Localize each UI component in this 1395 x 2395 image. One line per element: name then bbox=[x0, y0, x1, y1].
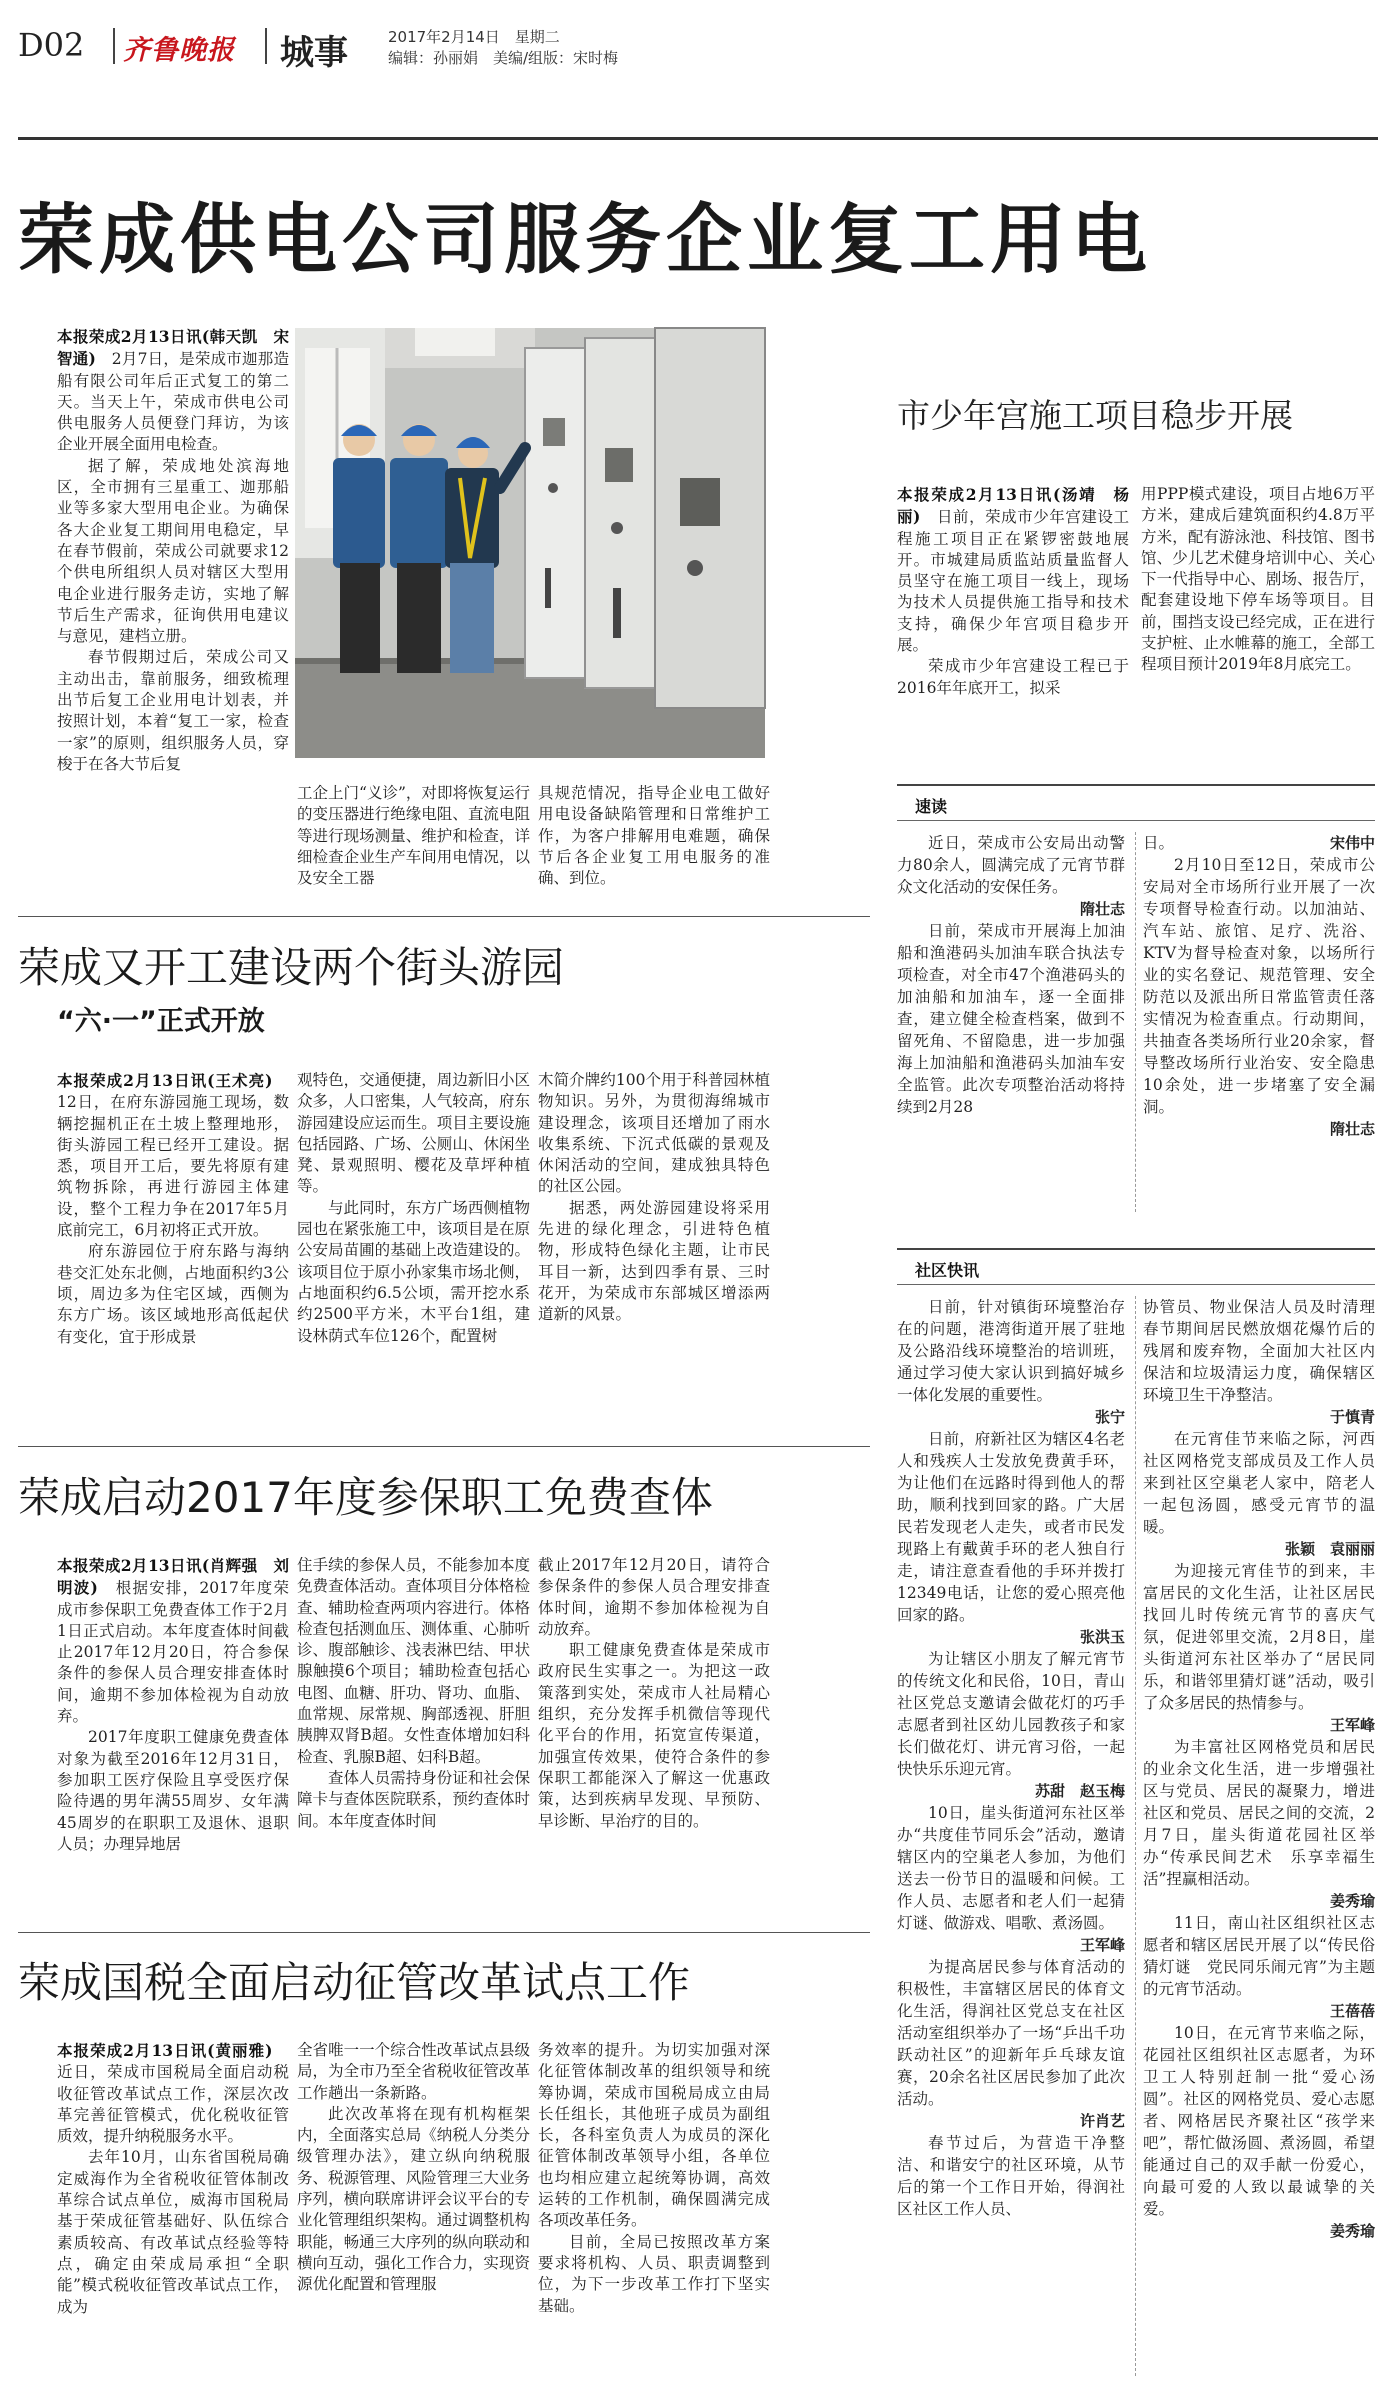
community-author: 于慎青 bbox=[1329, 1408, 1375, 1426]
community-author: 王蓓蓓 bbox=[1329, 2002, 1375, 2020]
parks-headline: 荣成又开工建设两个街头游园 bbox=[18, 943, 565, 992]
section-name: 城事 bbox=[280, 33, 348, 73]
lead-photo bbox=[295, 328, 765, 758]
brief-item: 2月10日至12日，荣成市公安局对全市场所行业开展了一次专项督导检查行动。以加油站、汽车站、旅馆、足疗、洗浴、KTV为督导检查对象，以场所行业的实名登记、规范管理、安全防范以及派出所日常监管责任落实情况为检查重点。行动期间，共抽查各类场所行业20余家，督导整改场所行业治安、安全隐患10余处，进一步堵塞了安全漏洞。 bbox=[1143, 856, 1375, 1116]
community-item: 协管员、物业保洁人员及时清理春节期间居民燃放烟花爆竹后的残屑和废弃物，全面加大社区内保洁和垃圾清运力度，确保辖区环境卫生干净整洁。 bbox=[1143, 1298, 1375, 1404]
community-item: 10日，在元宵节来临之际，花园社区组织社区志愿者，为环卫工人特别赶制一批“爱心汤圆”。社区的网格党员、爱心志愿者、网格居民齐聚社区“孩学来吧”，帮忙做汤圆、煮汤圆，希望能通过自己的双手献一份爱心，向最可爱的人致以最诚挚的关爱。 bbox=[1143, 2024, 1375, 2218]
brief-col2 bbox=[1143, 832, 1375, 1232]
community-author: 姜秀瑜 bbox=[1329, 2222, 1375, 2240]
community-item: 为丰富社区网格党员和居民的业余文化生活，进一步增强社区与党员、居民的凝聚力，增进社区和党员、居民之间的交流，2月7日，崖头街道花园社区举办“传承民间艺术 乐享幸福生活”捏赢相活动。 bbox=[1143, 1738, 1375, 1888]
community-author: 张洪玉 bbox=[1079, 1628, 1125, 1646]
parks-subheadline: “六·一”正式开放 bbox=[57, 1006, 265, 1037]
insurance-col2: 住手续的参保人员，不能参加本度免费查体活动。查体项目分体格检查、辅助检查两项内容进行。体格检查包括测血压、测体重、心肺听诊、腹部触诊、浅表淋巴结、甲状腺触摸6个项目；辅助检查包括心电图、血糖、肝功、肾功、血脂、血常规、尿常规、胸部透视、肝胆胰脾双肾B超。女性查体增加妇科检查、乳腺B超、妇科B超。 查体人员需持身份证和社会保障卡与查体医院联系，预约查体时间。本年度查体时间 bbox=[297, 1556, 530, 1830]
tax-col1: 本报荣成2月13日讯(黄丽雅) 近日，荣成市国税局全面启动税收征管改革试点工作，深层次改革完善征管模式，优化税收征管质效，提升纳税服务水平。 去年10月，山东省国税局确定威海作为全省税收征管体制改革综合试点单位，威海市国税局基于荣成征管基础好、队伍综合素质较高、有改革试点经验等特点，确定由荣成局承担“全职能”模式税收征管改革试点工作，成为 bbox=[57, 2041, 289, 2316]
community-item: 为迎接元宵佳节的到来，丰富居民的文化生活，让社区居民找回儿时传统元宵节的喜庆气氛，促进邻里交流，2月8日，崖头街道河东社区举办了“居民同乐，和谐邻里猜灯谜”活动，吸引了众多居民的热情参与。 bbox=[1143, 1562, 1375, 1712]
tax-headline: 荣成国税全面启动征管改革试点工作 bbox=[18, 1958, 691, 2007]
brief-box bbox=[897, 784, 1375, 1234]
tax-col3: 务效率的提升。为切实加强对深化征管体制改革的组织领导和统筹协调，荣成市国税局成立由局长任组长，其他班子成员为副组长，各科室负责人为成员的深化征管体制改革领导小组，各单位也均相应建立起统筹协调，高效运转的工作机制，确保圆满完成各项改革任务。 目前，全局已按照改革方案要求将机构、人员、职责调整到位，为下一步改革工作打下坚实基础。 bbox=[538, 2041, 770, 2315]
youth-palace-col1: 本报荣成2月13日讯(汤靖 杨丽) 日前，荣成市少年宫建设工程施工项目正在紧锣密鼓地展开。市城建局质监站质量监督人员坚守在施工项目一线上，现场为技术人员提供施工指导和技术支持，确保少年宫项目稳步开展。 荣成市少年宫建设工程已于2016年年底开工，拟采 bbox=[897, 485, 1129, 697]
youth-palace-headline: 市少年宫施工项目稳步开展 bbox=[897, 396, 1293, 435]
lead-col2: 工企上门“义诊”，对即将恢复运行的变压器进行绝缘电阻、直流电阻等进行现场测量、维护和检查，详细检查企业生产车间用电情况，以及安全工器 bbox=[297, 784, 530, 888]
insurance-col1: 本报荣成2月13日讯(肖辉强 刘明波) 根据安排，2017年度荣成市参保职工免费查体工作于2月1日正式启动。本年度查体时间截止2017年12月20日，符合参保条件的参保人员合理安排查体时间，逾期不参加体检视为自动放弃。 2017年度职工健康免费查体对象为截至2016年12月31日，参加职工医疗保险且享受医疗保险待遇的男年满55周岁、女年满45周岁的在职职工及退休、退职人员；办理异地居 bbox=[57, 1556, 289, 1853]
parks-col2: 观特色，交通便捷，周边新旧小区众多，人口密集，人气较高，府东游园建设应运而生。项目主要设施包括园路、广场、公厕山、休闲坐凳、景观照明、樱花及草坪种植等。 与此同时，东方广场西侧植物园也在紧张施工中，该项目是在原公安局苗圃的基础上改造建设的。该项目位于原小孙家集市场北侧，占地面积约6.5公顷，需开挖水系约2500平方米，木平台1组，建设林荫式车位126个，配置树 bbox=[297, 1071, 530, 1345]
brief-author: 隋壮志 bbox=[1079, 900, 1125, 918]
section-rule-parks bbox=[18, 916, 870, 917]
insurance-headline: 荣成启动2017年度参保职工免费查体 bbox=[18, 1473, 713, 1522]
brief-item: 近日，荣成市公安局出动警力80余人，圆满完成了元宵节群众文化活动的安保任务。 bbox=[897, 834, 1125, 896]
brief-author: 隋壮志 bbox=[1329, 1120, 1375, 1138]
brief-heading: 速读 bbox=[915, 797, 948, 816]
community-item: 日前，针对镇街环境整治存在的问题，港湾街道开展了驻地及公路沿线环境整治的培训班，通过学习使大家认识到搞好城乡一体化发展的重要性。 bbox=[897, 1298, 1125, 1404]
section-rule-tax bbox=[18, 1932, 870, 1933]
brief-continued-text: 日。 bbox=[1143, 834, 1175, 852]
lead-col1: 本报荣成2月13日讯(韩天凯 宋智通) 2月7日，是荣成市迦那造船有限公司年后正式复工的第二天。当天上午，荣成市供电公司供电服务人员便登门拜访，为该企业开展全面用电检查。 据了解，荣成地处滨海地区，全市拥有三星重工、迦那船业等多家大型用电企业。为确保各大企业复工期间用电稳定，早在春节假前，荣成公司就要求12个供电所组织人员对辖区大型用电企业进行服务走访，实地了解节后生产需求，征询供用电建议与意见，建档立册。 春节假期过后，荣成公司又主动出击，靠前服务，细致梳理出节后复工企业用电计划表，并按照计划，本着“复工一家，检查一家”的原则，组织服务人员，穿梭于在各大节后复 bbox=[57, 327, 289, 773]
community-col1 bbox=[897, 1296, 1141, 2390]
parks-col1: 本报荣成2月13日讯(王术亮) 12日，在府东游园施工现场，数辆挖掘机正在土坡上整理地形，街头游园工程已经开工建设。据悉，项目开工后，要先将原有建筑物拆除，再进行游园主体建设，整个工程力争在2017年5月底前完工，6月初将正式开放。 府东游园位于府东路与海纳巷交汇处东北侧，占地面积约3公顷，周边多为住宅区域，西侧为东方广场。该区域地形高低起伏有变化，宜于形成景 bbox=[57, 1071, 289, 1346]
page-header bbox=[18, 22, 1378, 72]
community-author: 苏甜 赵玉梅 bbox=[1034, 1782, 1125, 1800]
parks-col3: 木简介牌约100个用于科普园林植物知识。另外，为贯彻海绵城市建设理念，该项目还增加了雨水收集系统、下沉式低碳的景观及休闲活动的空间，建成独具特色的社区公园。 据悉，两处游园建设将采用先进的绿化理念，引进特色植物，形成特色绿化主题，让市民耳目一新，达到四季有景、三时花开，为荣成市东部城区增添两道新的风景。 bbox=[538, 1071, 770, 1324]
brief-author: 宋伟中 bbox=[1329, 834, 1375, 852]
youth-palace-col2: 用PPP模式建设，项目占地6万平方米，建成后建筑面积约4.8万平方米，配有游泳池、科技馆、图书馆、少儿艺术健身培训中心、关心下一代指导中心、剧场、报告厅，配套建设地下停车场等项目。目前，围挡支设已经完成，正在进行支护桩、止水帷幕的施工，全部工程项目预计2019年8月底完工。 bbox=[1141, 485, 1375, 674]
paper-logo: 齐鲁晚报 bbox=[123, 35, 235, 66]
brief-col1 bbox=[897, 832, 1125, 1232]
community-item: 春节过后，为营造干净整洁、和谐安宁的社区环境，从节后的第一个工作日开始，得润社区社区工作人员、 bbox=[897, 2134, 1125, 2218]
community-author: 王军峰 bbox=[1329, 1716, 1375, 1734]
issue-date: 2017年2月14日 星期二 bbox=[388, 28, 560, 46]
community-author: 张颖 袁丽丽 bbox=[1284, 1540, 1375, 1558]
section-rule-insurance bbox=[18, 1446, 870, 1447]
community-author: 张宁 bbox=[1094, 1408, 1125, 1426]
community-item: 在元宵佳节来临之际，河西社区网格党支部成员及工作人员来到社区空巢老人家中，陪老人一起包汤圆，感受元宵节的温暖。 bbox=[1143, 1430, 1375, 1536]
community-item: 10日，崖头街道河东社区举办“共度佳节同乐会”活动，邀请辖区内的空巢老人参加，为他们送去一份节日的温暖和问候。工作人员、志愿者和老人们一起猜灯谜、做游戏、唱歌、煮汤圆。 bbox=[897, 1804, 1125, 1932]
community-author: 姜秀瑜 bbox=[1329, 1892, 1375, 1910]
community-item: 11日，南山社区组织社区志愿者和辖区居民开展了以“传民俗猜灯谜 党民同乐闹元宵”为主题的元宵节活动。 bbox=[1143, 1914, 1375, 1998]
community-author: 许肖艺 bbox=[1079, 2112, 1125, 2130]
page-number: D02 bbox=[18, 26, 85, 64]
community-col2 bbox=[1143, 1296, 1375, 2390]
community-item: 日前，府新社区为辖区4名老人和残疾人士发放免费黄手环，为让他们在远路时得到他人的帮助，顺利找到回家的路。广大居民若发现老人走失，或者市民发现路上有戴黄手环的老人独自行走，请注意查看他的手环并拨打12349电话，让您的爱心照亮他回家的路。 bbox=[897, 1430, 1125, 1624]
lead-col3: 具规范情况，指导企业电工做好用电设备缺陷管理和日常维护工作，为客户排解用电难题，确保节后各企业复工用电服务的准确、到位。 bbox=[538, 784, 770, 888]
editor-credits: 编辑：孙丽娟 美编/组版：宋时梅 bbox=[388, 49, 619, 67]
community-author: 王军峰 bbox=[1079, 1936, 1125, 1954]
lead-headline: 荣成供电公司服务企业复工用电 bbox=[18, 195, 1152, 284]
brief-top-rule bbox=[897, 784, 1375, 786]
tax-col2: 全省唯一一个综合性改革试点县级局，为全市乃至全省税收征管改革工作趟出一条新路。 此次改革将在现有机构框架内，全面落实总局《纳税人分类分级管理办法》，建立纵向纳税服务、税源管理、风险管理三大业务序列，横向联席讲评会议平台的专业化管理组织架构。通过调整机构职能，畅通三大序列的纵向联动和横向互动，强化工作合力，实现资源优化配置和管理服 bbox=[297, 2041, 530, 2294]
insurance-col3: 截止2017年12月20日，请符合参保条件的参保人员合理安排查体时间，逾期不参加体检视为自动放弃。 职工健康免费查体是荣成市政府民生实事之一。为把这一政策落到实处，荣成市人社局精心组织，充分发挥手机微信等现代化平台的作用，拓宽宣传渠道，加强宣传效果，使符合条件的参保职工都能深入了解这一优惠政策，达到疾病早发现、早预防、早诊断、早治疗的目的。 bbox=[538, 1556, 770, 1830]
brief-item: 日前，荣成市开展海上加油船和渔港码头加油车联合执法专项检查，对全市47个渔港码头的加油船和加油车，逐一全面排查，建立健全检查档案，做到不留死角、不留隐患，进一步加强海上加油船和渔港码头加油车安全监管。此次专项整治活动将持续到2月28 bbox=[897, 922, 1125, 1116]
community-item: 为让辖区小朋友了解元宵节的传统文化和民俗，10日，青山社区党总支邀请会做花灯的巧手志愿者到社区幼儿园教孩子和家长们做花灯、讲元宵习俗，一起快快乐乐迎元宵。 bbox=[897, 1650, 1125, 1778]
community-item: 为提高居民参与体育活动的积极性，丰富辖区居民的体育文化生活，得润社区党总支在社区活动室组织举办了一场“乒出千功 跃动社区”的迎新年乒乓球友谊赛，20余名社区居民参加了此次活动。 bbox=[897, 1958, 1141, 2108]
header-rule bbox=[18, 137, 1378, 140]
community-heading: 社区快讯 bbox=[915, 1261, 980, 1280]
community-box bbox=[897, 1248, 1375, 2390]
